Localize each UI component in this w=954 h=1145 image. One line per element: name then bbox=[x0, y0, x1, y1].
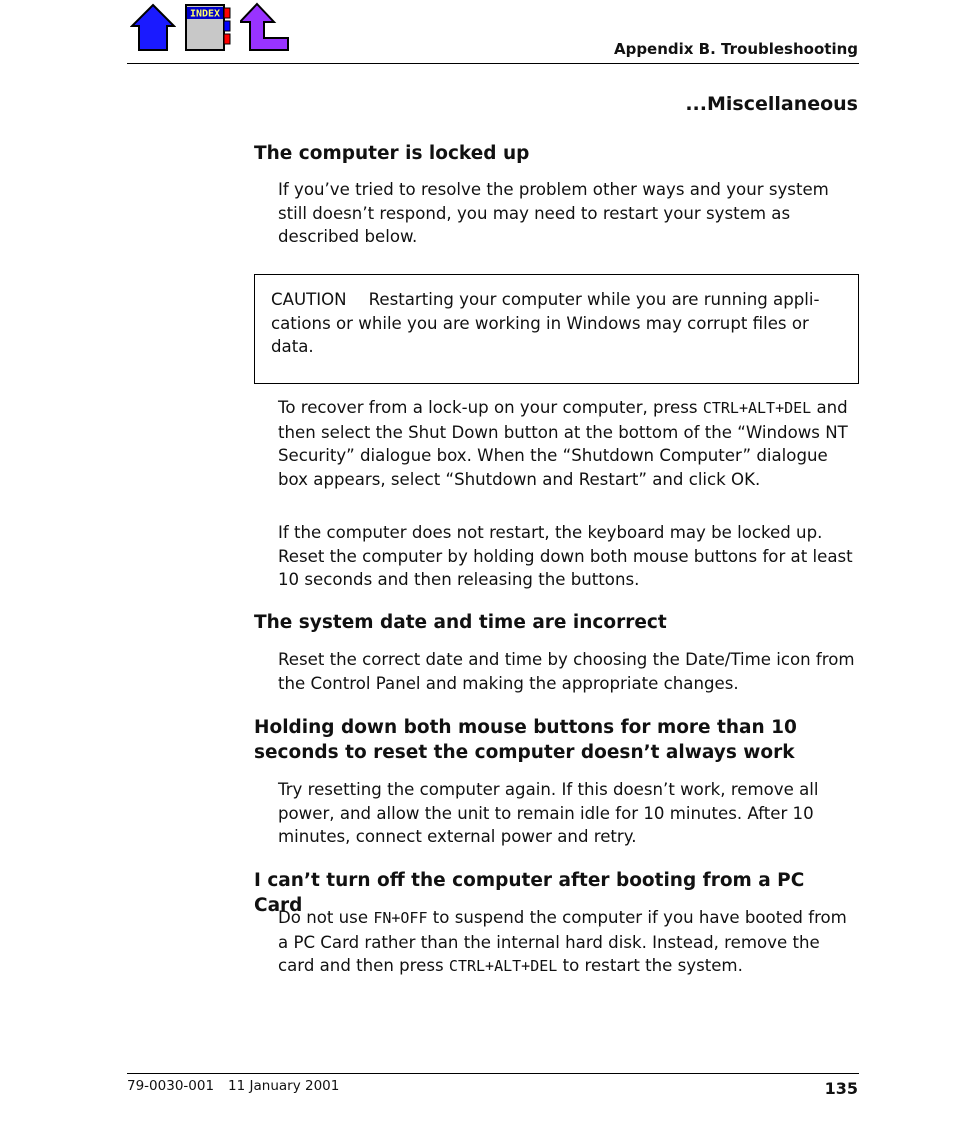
index-icon[interactable] bbox=[184, 2, 232, 52]
caution-label: CAUTION bbox=[271, 290, 347, 309]
recover-text-a: To recover from a lock-up on your computer, press bbox=[278, 398, 703, 417]
key-combo-ctrl-alt-del: CTRL+ALT+DEL bbox=[702, 399, 812, 417]
heading-locked-up: The computer is locked up bbox=[254, 143, 530, 164]
header-divider bbox=[127, 63, 859, 64]
doc-number: 79-0030-001 bbox=[127, 1078, 215, 1094]
up-arrow-icon[interactable] bbox=[240, 2, 292, 52]
section-title: ...Miscellaneous bbox=[685, 93, 858, 115]
doc-date: 11 January 2001 bbox=[228, 1078, 340, 1094]
caution-content bbox=[271, 288, 846, 359]
footer-info bbox=[127, 1078, 339, 1094]
pc-card-text-a: Do not use bbox=[278, 908, 374, 927]
heading-date-time: The system date and time are incorrect bbox=[254, 612, 667, 633]
page-number: 135 bbox=[824, 1079, 858, 1098]
home-icon[interactable] bbox=[130, 2, 176, 52]
key-combo-ctrl-alt-del: CTRL+ALT+DEL bbox=[448, 957, 558, 975]
pc-card-text-b: to suspend the computer if you have booted from a PC Card rather than the internal hard disk. Instead, remove the card and then press bbox=[278, 908, 847, 975]
heading-pc-card: I can’t turn off the computer after booting from a PC Card bbox=[254, 870, 805, 916]
paragraph-recover bbox=[278, 396, 860, 491]
paragraph-date-time: Reset the correct date and time by choosing the Date/Time icon from the Control Panel and making the appropriate changes. bbox=[278, 650, 855, 693]
pc-card-text-c: to restart the system. bbox=[557, 956, 743, 975]
running-header: Appendix B. Troubleshooting bbox=[613, 40, 858, 58]
caution-box bbox=[254, 274, 859, 384]
recover-text-b: and then select the Shut Down button at the bottom of the “Windows NT Security” dialogue box. When the “Shutdown Computer” dialogue box appears, select “Shutdown and Restart” and click OK. bbox=[278, 398, 848, 489]
key-combo-fn-off: FN+OFF bbox=[373, 909, 428, 927]
paragraph-restart: If the computer does not restart, the keyboard may be locked up. Reset the computer by holding down both mouse buttons for at least 10 seconds and then releasing the buttons. bbox=[278, 523, 853, 589]
svg-text:INDEX: INDEX bbox=[189, 8, 221, 20]
footer-divider bbox=[127, 1073, 859, 1074]
paragraph-mouse-buttons: Try resetting the computer again. If this doesn’t work, remove all power, and allow the unit to remain idle for 10 minutes. After 10 minutes, connect external power and retry. bbox=[278, 780, 819, 846]
nav-bar bbox=[130, 2, 292, 52]
paragraph-locked-intro: If you’ve tried to resolve the problem other ways and your system still doesn’t respond, you may need to restart your system as described below. bbox=[278, 180, 829, 246]
paragraph-pc-card bbox=[278, 906, 860, 979]
heading-mouse-buttons: Holding down both mouse buttons for more than 10 seconds to reset the computer doesn’t always work bbox=[254, 717, 797, 763]
caution-text: Restarting your computer while you are running applications or while you are working in Windows may corrupt files or data. bbox=[271, 290, 820, 356]
